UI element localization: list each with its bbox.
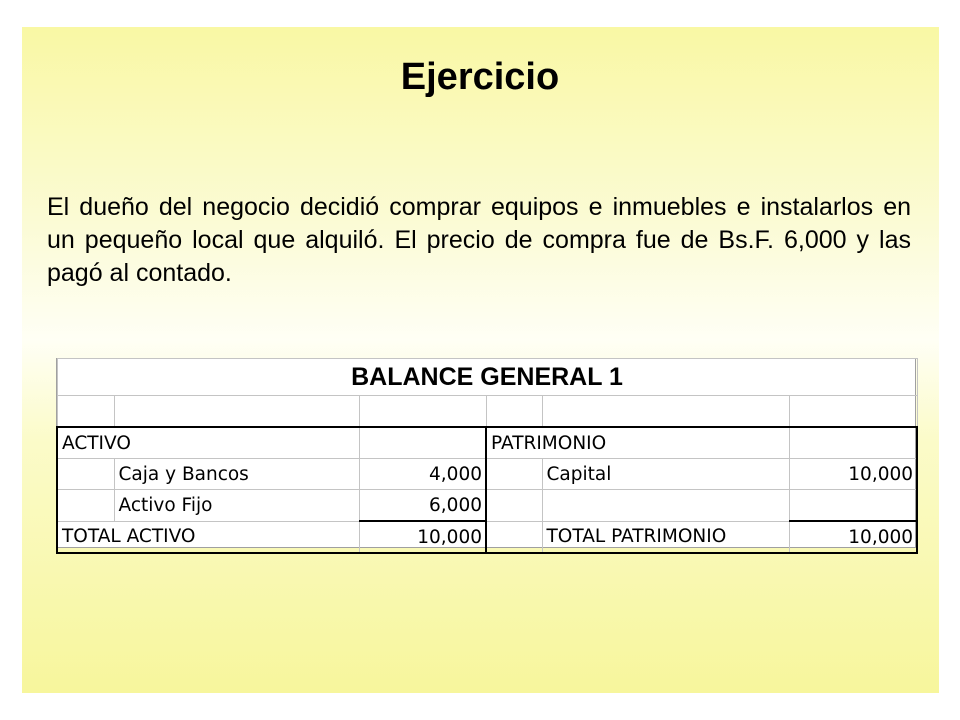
empty-cell: [359, 427, 486, 459]
table-row: [57, 490, 917, 522]
blank-row: [57, 396, 917, 428]
patrimonio-header: PATRIMONIO: [486, 427, 789, 459]
empty-cell: [789, 490, 917, 522]
empty-cell: [486, 490, 542, 522]
activo-header: ACTIVO: [57, 427, 359, 459]
exercise-text: El dueño del negocio decidió comprar equipos e inmuebles e instalarlos en un pequeño local que alquiló. El precio de compra fue de Bs.F. 6,000 y las pagó al contado.: [47, 193, 911, 287]
empty-cell: [57, 459, 114, 490]
empty-cell: [542, 490, 789, 522]
empty-cell: [114, 396, 359, 428]
total-activo-value: 10,000: [359, 521, 486, 553]
empty-cell: [359, 396, 486, 428]
totals-row: [57, 521, 917, 553]
empty-cell: [57, 490, 114, 522]
table-row: [57, 459, 917, 490]
activo-item-label: Activo Fijo: [114, 490, 359, 522]
total-patrimonio-label: TOTAL PATRIMONIO: [542, 521, 789, 553]
patrimonio-item-value: 10,000: [789, 459, 917, 490]
activo-item-value: 4,000: [359, 459, 486, 490]
empty-cell: [486, 521, 542, 553]
total-activo-label: TOTAL ACTIVO: [57, 521, 359, 553]
empty-cell: [789, 396, 917, 428]
balance-title: BALANCE GENERAL 1: [57, 359, 917, 396]
empty-cell: [486, 459, 542, 490]
total-patrimonio-value: 10,000: [789, 521, 917, 553]
activo-item-label: Caja y Bancos: [114, 459, 359, 490]
balance-title-row: [57, 359, 917, 396]
empty-cell: [57, 396, 114, 428]
empty-cell: [486, 396, 542, 428]
patrimonio-item-label: Capital: [542, 459, 789, 490]
activo-item-value: 6,000: [359, 490, 486, 522]
slide-title: Ejercicio: [400, 56, 560, 98]
empty-cell: [789, 427, 917, 459]
section-header-row: [57, 427, 917, 459]
balance-sheet-table: [56, 358, 918, 554]
empty-cell: [542, 396, 789, 428]
